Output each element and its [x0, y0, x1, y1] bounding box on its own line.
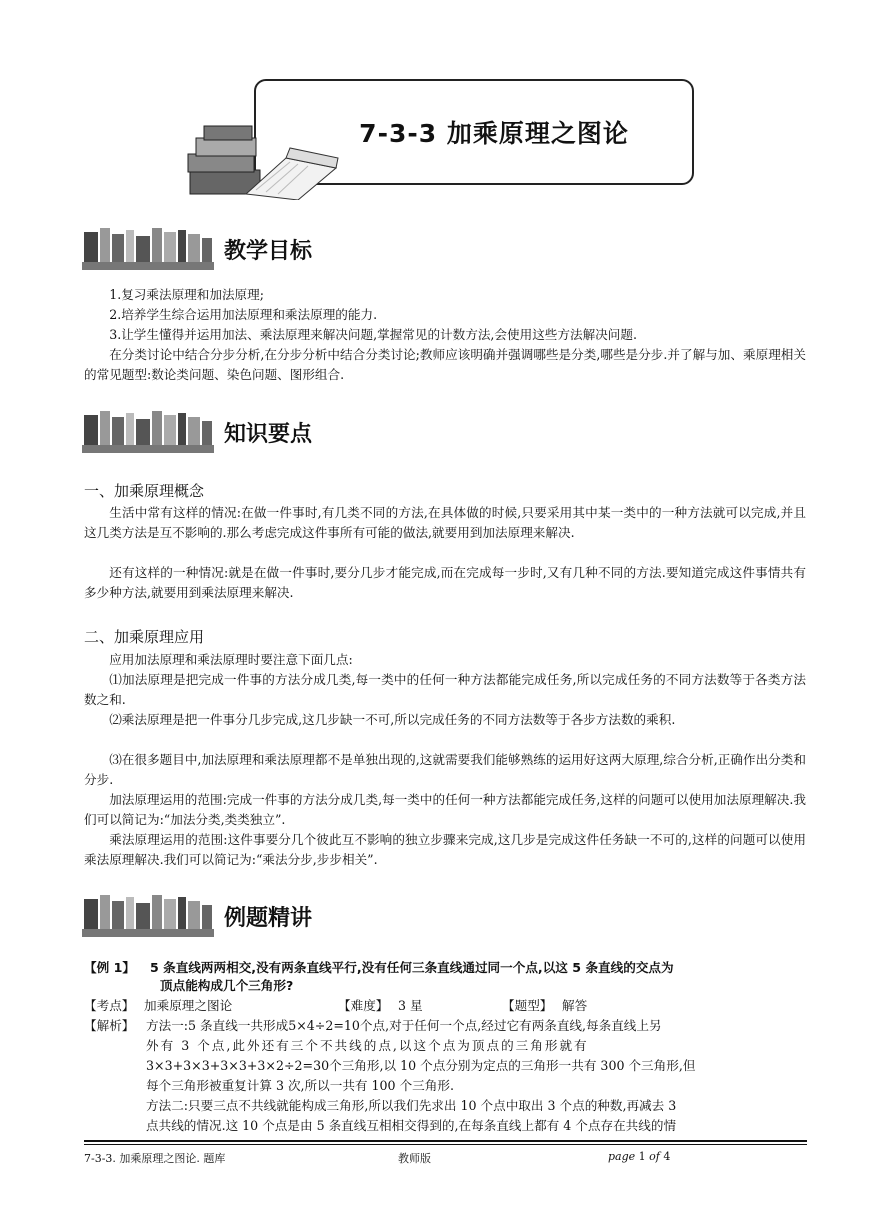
bookshelf-decoration-icon — [82, 893, 214, 939]
application-intro: 应用加法原理和乘法原理时要注意下面几点: — [109, 652, 353, 667]
kaodian-value: 加乘原理之图论 — [144, 998, 233, 1013]
footer-rule-thick — [84, 1140, 807, 1142]
example-label: 【例 1】 — [84, 960, 135, 975]
concept-paragraph-1: 生活中常有这样的情况:在做一件事时,有几类不同的方法,在具体做的时候,只要采用其中某一类中的一种方法就可以完成,并且这几类方法是互不影响的.那么考虑完成这件事所有可能的做法,就要用到加法原理来解决. — [84, 505, 806, 540]
tixing-label: 【题型】 — [502, 998, 553, 1013]
bookshelf-decoration-icon — [82, 226, 214, 272]
goal-note: 在分类讨论中结合分步分析,在分步分析中结合分类讨论;教师应该明确并强调哪些是分类,哪些是分步.并了解与加、乘原理相关的常见题型:数论类问题、染色问题、图形组合. — [84, 347, 806, 382]
books-illustration — [186, 124, 346, 200]
example-question-line-1: 5 条直线两两相交,没有两条直线平行,没有任何三条直线通过同一个点,以这 5 条直线的交点为 — [150, 960, 674, 975]
footer-edition: 教师版 — [398, 1152, 431, 1165]
goal-item-1: 1.复习乘法原理和加法原理; — [109, 287, 264, 302]
subheading-application: 二、加乘原理应用 — [84, 628, 205, 646]
footer-page-indicator — [608, 1150, 670, 1163]
nandu-value: 3 星 — [398, 998, 423, 1013]
section-title-examples: 例题精讲 — [224, 905, 313, 931]
kaodian-label: 【考点】 — [84, 998, 135, 1013]
section-header-examples — [82, 893, 312, 939]
application-point-2: ⑵乘法原理是把一件事分几步完成,这几步缺一不可,所以完成任务的不同方法数等于各步方法数的乘积. — [109, 712, 676, 727]
solution-line-3: 3×3+3×3+3×3+3×2÷2=30个三角形,以 10 个点分别为定点的三角形一共有 300 个三角形,但 — [146, 1058, 696, 1073]
solution-line-2: 外有 3 个点,此外还有三个不共线的点,以这个点为顶点的三角形就有 — [146, 1038, 589, 1053]
page-title: 7-3-3 加乘原理之图论 — [359, 119, 629, 148]
section-title-knowledge: 知识要点 — [224, 421, 313, 447]
solution-line-5: 方法二:只要三点不共线就能构成三角形,所以我们先求出 10 个点中取出 3 个点的种数,再减去 3 — [146, 1098, 677, 1113]
nandu-label: 【难度】 — [338, 998, 389, 1013]
tixing-value: 解答 — [562, 998, 588, 1013]
footer-of-word: of — [649, 1150, 660, 1163]
goal-item-2: 2.培养学生综合运用加法原理和乘法原理的能力. — [109, 307, 378, 322]
section-title-goals: 教学目标 — [224, 238, 313, 264]
concept-paragraph-2: 还有这样的一种情况:就是在做一件事时,要分几步才能完成,而在完成每一步时,又有几种不同的方法.要知道完成这件事情共有多少种方法,就要用到乘法原理来解决. — [84, 565, 806, 600]
goal-item-3: 3.让学生懂得并运用加法、乘法原理来解决问题,掌握常见的计数方法,会使用这些方法解决问题. — [109, 327, 637, 342]
jiexi-label: 【解析】 — [84, 1018, 135, 1033]
solution-line-4: 每个三角形被重复计算 3 次,所以一共有 100 个三角形. — [146, 1078, 454, 1093]
addition-principle-scope: 加法原理运用的范围:完成一件事的方法分成几类,每一类中的任何一种方法都能完成任务,这样的问题可以使用加法原理解决.我们可以简记为:“加法分类,类类独立”. — [84, 792, 806, 827]
footer-page-number: 1 — [638, 1150, 646, 1163]
multiplication-principle-scope: 乘法原理运用的范围:这件事要分几个彼此互不影响的独立步骤来完成,这几步是完成这件任务缺一不可的,这样的问题可以使用乘法原理解决.我们可以简记为:“乘法分步,步步相关”. — [84, 832, 806, 867]
subheading-concept: 一、加乘原理概念 — [84, 482, 205, 500]
solution-line-1: 方法一:5 条直线一共形成5×4÷2=10个点,对于任何一个点,经过它有两条直线,每条直线上另 — [146, 1018, 662, 1033]
footer-page-word: page — [608, 1150, 636, 1163]
solution-line-6: 点共线的情况.这 10 个点是由 5 条直线互相相交得到的,在每条直线上都有 4 个点存在共线的情 — [146, 1118, 677, 1133]
application-point-3: ⑶在很多题目中,加法原理和乘法原理都不是单独出现的,这就需要我们能够熟练的运用好这两大原理,综合分析,正确作出分类和分步. — [84, 752, 806, 787]
footer-page-total: 4 — [663, 1150, 671, 1163]
example-question-line-2: 顶点能构成几个三角形? — [160, 978, 294, 993]
section-header-goals — [82, 226, 312, 272]
application-point-1: ⑴加法原理是把完成一件事的方法分成几类,每一类中的任何一种方法都能完成任务,所以完成任务的不同方法数等于各类方法数之和. — [84, 672, 806, 707]
footer-doc-name: 7-3-3. 加乘原理之图论. 题库 — [84, 1152, 226, 1165]
footer-rule-thin — [84, 1144, 807, 1145]
bookshelf-decoration-icon — [82, 409, 214, 455]
section-header-knowledge — [82, 409, 312, 455]
